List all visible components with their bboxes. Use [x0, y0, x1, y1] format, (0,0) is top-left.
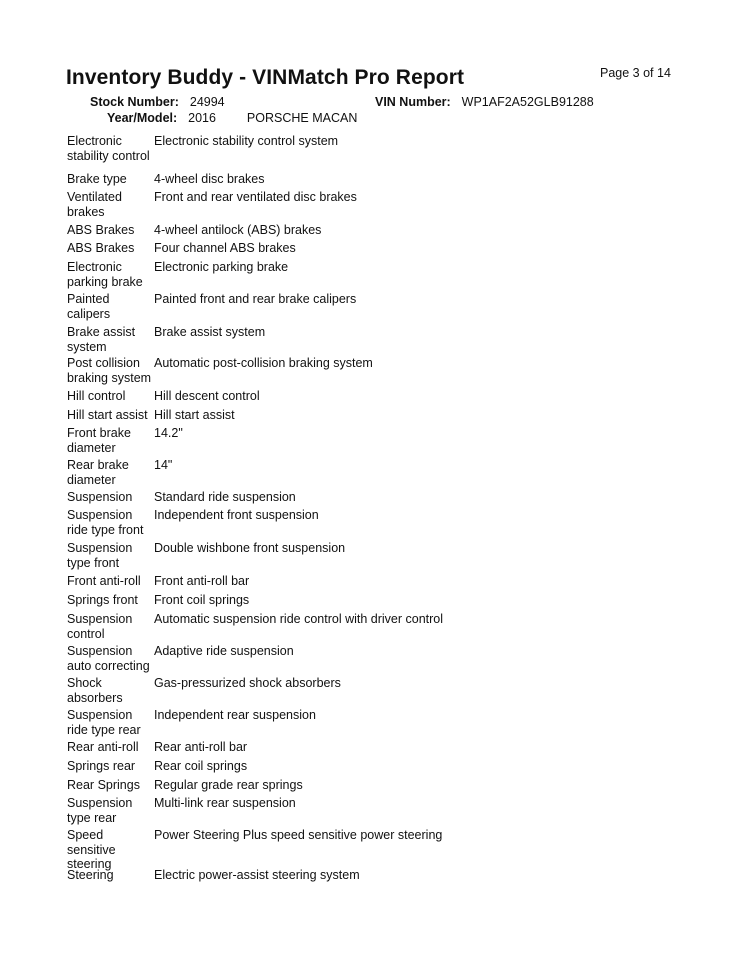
spec-row — [67, 260, 687, 289]
spec-row — [67, 612, 687, 641]
spec-row — [67, 708, 687, 737]
spec-label: Hill start assist — [67, 408, 148, 422]
spec-label: Electronic parking brake — [67, 260, 143, 289]
spec-row — [67, 458, 687, 487]
year-value: 2016 — [188, 111, 216, 125]
spec-label: Shock absorbers — [67, 676, 123, 705]
spec-label: Electronic stability control — [67, 134, 150, 163]
vin-number-value: WP1AF2A52GLB91288 — [461, 95, 594, 109]
vin-number-row — [375, 95, 594, 109]
spec-label: Post collision braking system — [67, 356, 152, 385]
spec-label: Suspension — [67, 490, 133, 504]
spec-row — [67, 676, 687, 705]
spec-row — [67, 172, 687, 187]
spec-label: Painted calipers — [67, 292, 111, 321]
spec-label: Rear anti-roll — [67, 740, 139, 754]
stock-number-label: Stock Number: — [90, 95, 179, 109]
page-number: Page 3 of 14 — [600, 66, 671, 80]
spec-label: Springs front — [67, 593, 138, 607]
spec-label: Front anti-roll — [67, 574, 141, 588]
spec-row — [67, 868, 687, 883]
spec-row — [67, 292, 687, 321]
spec-value: Painted front and rear brake calipers — [154, 292, 357, 306]
spec-row — [67, 778, 687, 793]
spec-value: Hill start assist — [154, 408, 235, 422]
spec-label: Suspension ride type rear — [67, 708, 141, 737]
spec-value: Electronic parking brake — [154, 260, 289, 274]
spec-label: Speed sensitive steering — [67, 828, 116, 871]
spec-label: Brake assist system — [67, 325, 136, 354]
spec-value: 14" — [154, 458, 173, 472]
spec-row — [67, 389, 687, 404]
spec-row — [67, 241, 687, 256]
spec-value: Electronic stability control system — [154, 134, 339, 148]
spec-row — [67, 796, 687, 825]
spec-value: 14.2" — [154, 426, 183, 440]
spec-label: Suspension type front — [67, 541, 133, 570]
spec-label: Rear Springs — [67, 778, 140, 792]
year-model-label: Year/Model: — [107, 111, 178, 125]
spec-value: Standard ride suspension — [154, 490, 296, 504]
spec-row — [67, 740, 687, 755]
spec-value: Automatic suspension ride control with driver control — [154, 612, 444, 626]
spec-label: ABS Brakes — [67, 223, 135, 237]
spec-value: Brake assist system — [154, 325, 266, 339]
spec-label: Ventilated brakes — [67, 190, 122, 219]
spec-value: Front anti-roll bar — [154, 574, 250, 588]
spec-value: Double wishbone front suspension — [154, 541, 346, 555]
spec-value: Electric power-assist steering system — [154, 868, 360, 882]
spec-value: Front and rear ventilated disc brakes — [154, 190, 357, 204]
spec-label: Brake type — [67, 172, 127, 186]
spec-row — [67, 828, 687, 872]
spec-value: Multi-link rear suspension — [154, 796, 296, 810]
stock-number-row — [90, 95, 225, 109]
model-value: PORSCHE MACAN — [246, 111, 358, 125]
spec-label: Hill control — [67, 389, 126, 403]
spec-row — [67, 356, 687, 385]
spec-row — [67, 508, 687, 537]
spec-value: 4-wheel antilock (ABS) brakes — [154, 223, 322, 237]
spec-value: Gas-pressurized shock absorbers — [154, 676, 341, 690]
spec-label: Suspension ride type front — [67, 508, 144, 537]
spec-value: Automatic post-collision braking system — [154, 356, 373, 370]
spec-label: Suspension type rear — [67, 796, 133, 825]
spec-label: Steering — [67, 868, 114, 882]
spec-label: ABS Brakes — [67, 241, 135, 255]
report-title: Inventory Buddy - VINMatch Pro Report — [66, 66, 465, 89]
spec-value: 4-wheel disc brakes — [154, 172, 265, 186]
spec-row — [67, 325, 687, 354]
stock-number-value: 24994 — [189, 95, 225, 109]
vin-number-label: VIN Number: — [375, 95, 451, 109]
spec-label: Suspension control — [67, 612, 133, 641]
spec-label: Front brake diameter — [67, 426, 131, 455]
spec-row — [67, 574, 687, 589]
spec-row — [67, 541, 687, 570]
spec-value: Front coil springs — [154, 593, 250, 607]
spec-row — [67, 223, 687, 238]
spec-row — [67, 408, 687, 423]
spec-row — [67, 134, 687, 163]
spec-value: Rear coil springs — [154, 759, 248, 773]
spec-value: Adaptive ride suspension — [154, 644, 294, 658]
spec-value: Regular grade rear springs — [154, 778, 303, 792]
spec-value: Power Steering Plus speed sensitive power steering — [154, 828, 443, 842]
spec-row — [67, 490, 687, 505]
spec-row — [67, 593, 687, 608]
spec-label: Suspension auto correcting — [67, 644, 150, 673]
spec-label: Rear brake diameter — [67, 458, 129, 487]
spec-value: Rear anti-roll bar — [154, 740, 248, 754]
spec-label: Springs rear — [67, 759, 136, 773]
year-model-row — [107, 111, 357, 125]
spec-value: Independent front suspension — [154, 508, 319, 522]
spec-row — [67, 190, 687, 219]
spec-row — [67, 426, 687, 455]
spec-row — [67, 759, 687, 774]
spec-value: Independent rear suspension — [154, 708, 316, 722]
spec-row — [67, 644, 687, 673]
spec-value: Four channel ABS brakes — [154, 241, 296, 255]
spec-value: Hill descent control — [154, 389, 260, 403]
